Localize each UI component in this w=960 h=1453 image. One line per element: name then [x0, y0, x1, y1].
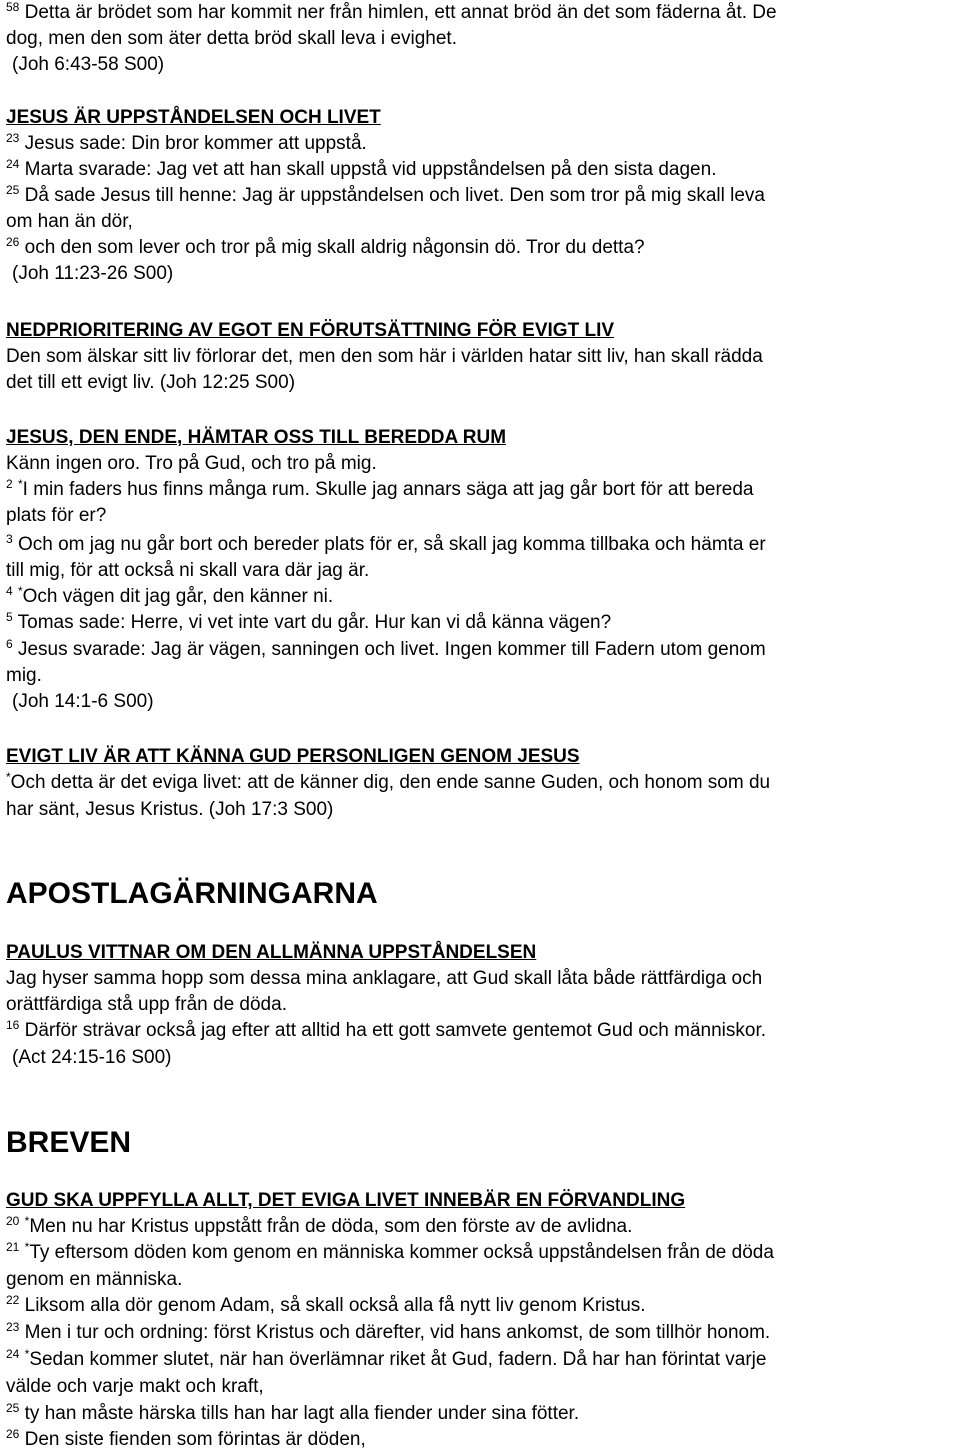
- scripture-reference: [6, 1045, 956, 1071]
- verse-number: 24: [6, 157, 20, 171]
- verse-number: *: [17, 584, 23, 598]
- verse-number: 23: [6, 131, 20, 145]
- verse-text: Ty eftersom döden kom genom en människa kommer också uppståndelsen från de döda: [29, 1242, 774, 1263]
- section-heading: GUD SKA UPPFYLLA ALLT, DET EVIGA LIVET INNEBÄR EN FÖRVANDLING: [6, 1190, 686, 1211]
- verse-number: 21: [6, 1240, 20, 1254]
- verse-text: Jag hyser samma hopp som dessa mina anklagare, att Gud skall låta både rättfärdiga och: [6, 968, 763, 989]
- verse-line: [6, 131, 956, 157]
- verse-line: [6, 0, 956, 26]
- verse-line: [6, 503, 956, 529]
- verse-number: *: [24, 1347, 30, 1361]
- verse-number: *: [17, 477, 23, 491]
- verse-line: [6, 770, 956, 796]
- verse-line: [6, 797, 956, 823]
- verse-number: 20: [6, 1214, 20, 1228]
- verse-text: Liksom alla dör genom Adam, så skall också alla få nytt liv genom Kristus.: [19, 1295, 646, 1316]
- verse-text: Jesus sade: Din bror kommer att uppstå.: [19, 133, 367, 154]
- verse-line: [6, 1214, 956, 1240]
- verse-line: [6, 451, 956, 477]
- verse-text: om han än dör,: [6, 211, 133, 232]
- verse-text: (Act 24:15-16 S00): [12, 1047, 172, 1068]
- verse-text: Tomas sade: Herre, vi vet inte vart du går. Hur kan vi då känna vägen?: [12, 612, 612, 633]
- section-heading: PAULUS VITTNAR OM DEN ALLMÄNNA UPPSTÅNDELSEN: [6, 942, 537, 963]
- verse-number: 16: [6, 1018, 20, 1032]
- verse-text: dog, men den som äter detta bröd skall leva i evighet.: [6, 28, 457, 49]
- verse-number: 4: [6, 584, 13, 598]
- verse-text: Då sade Jesus till henne: Jag är uppståndelsen och livet. Den som tror på mig skall leva: [19, 185, 765, 206]
- verse-line: [6, 532, 956, 558]
- verse-line: [6, 558, 956, 584]
- section-heading: NEDPRIORITERING AV EGOT EN FÖRUTSÄTTNING FÖR EVIGT LIV: [6, 320, 615, 341]
- verse-text: orättfärdiga stå upp från de döda.: [6, 994, 287, 1015]
- verse-number: 23: [6, 1320, 20, 1334]
- verse-text: Och detta är det eviga livet: att de känner dig, den ende sanne Guden, och honom som du: [10, 772, 771, 793]
- verse-line: [6, 477, 956, 503]
- verse-number: 5: [6, 610, 13, 624]
- verse-text: Men nu har Kristus uppstått från de döda, som den förste av de avlidna.: [29, 1216, 633, 1237]
- book-title: APOSTLAGÄRNINGARNA: [6, 877, 378, 910]
- scripture-reference: [6, 52, 956, 78]
- verse-text: (Joh 6:43-58 S00): [12, 54, 165, 75]
- verse-text: ty han måste härska tills han har lagt alla fiender under sina fötter.: [19, 1403, 580, 1424]
- verse-line: [6, 209, 956, 235]
- verse-line: [6, 26, 956, 52]
- verse-text: har sänt, Jesus Kristus. (Joh 17:3 S00): [6, 799, 334, 820]
- verse-text: Och vägen dit jag går, den känner ni.: [22, 586, 334, 607]
- verse-line: [6, 1018, 956, 1044]
- section-heading: EVIGT LIV ÄR ATT KÄNNA GUD PERSONLIGEN GENOM JESUS: [6, 746, 580, 767]
- verse-number: 26: [6, 1427, 20, 1441]
- verse-line: [6, 1320, 956, 1346]
- verse-line: [6, 992, 956, 1018]
- verse-text: till mig, för att också ni skall vara där jag är.: [6, 560, 370, 581]
- verse-line: [6, 344, 956, 370]
- verse-number: 24: [6, 1347, 20, 1361]
- verse-number: 3: [6, 532, 13, 546]
- verse-text: det till ett evigt liv. (Joh 12:25 S00): [6, 372, 296, 393]
- verse-number: 6: [6, 637, 13, 651]
- verse-text: (Joh 11:23-26 S00): [12, 263, 174, 284]
- verse-line: [6, 663, 956, 689]
- verse-text: mig.: [6, 665, 42, 686]
- verse-text: genom en människa.: [6, 1269, 183, 1290]
- verse-line: [6, 1240, 956, 1266]
- verse-text: I min faders hus finns många rum. Skulle jag annars säga att jag går bort för att bereda: [22, 479, 754, 500]
- verse-number: 25: [6, 1401, 20, 1415]
- verse-line: [6, 1267, 956, 1293]
- verse-line: [6, 1293, 956, 1319]
- verse-number: 2: [6, 477, 13, 491]
- verse-text: Den siste fienden som förintas är döden,: [19, 1429, 366, 1450]
- verse-text: Men i tur och ordning: först Kristus och därefter, vid hans ankomst, de som tillhör honom.: [19, 1322, 771, 1343]
- verse-text: plats för er?: [6, 505, 107, 526]
- scripture-reference: [6, 261, 956, 287]
- verse-text: Detta är brödet som har kommit ner från himlen, ett annat bröd än det som fäderna åt. De: [19, 2, 777, 23]
- verse-line: [6, 637, 956, 663]
- verse-text: Känn ingen oro. Tro på Gud, och tro på mig.: [6, 453, 377, 474]
- book-title: BREVEN: [6, 1126, 132, 1159]
- verse-text: Den som älskar sitt liv förlorar det, men den som här i världen hatar sitt liv, han skall rädda: [6, 346, 763, 367]
- verse-number: 26: [6, 235, 20, 249]
- verse-line: [6, 1347, 956, 1373]
- verse-line: [6, 966, 956, 992]
- section-heading: JESUS ÄR UPPSTÅNDELSEN OCH LIVET: [6, 107, 381, 128]
- verse-number: *: [24, 1240, 30, 1254]
- verse-text: Jesus svarade: Jag är vägen, sanningen och livet. Ingen kommer till Fadern utom genom: [12, 639, 766, 660]
- verse-text: välde och varje makt och kraft,: [6, 1376, 264, 1397]
- verse-text: Och om jag nu går bort och bereder plats för er, så skall jag komma tillbaka och hämta er: [12, 534, 766, 555]
- verse-text: Sedan kommer slutet, när han överlämnar riket åt Gud, fadern. Då har han förintat varje: [29, 1349, 767, 1370]
- verse-line: [6, 1427, 956, 1453]
- verse-number: 22: [6, 1293, 20, 1307]
- verse-number: 25: [6, 183, 20, 197]
- verse-line: [6, 183, 956, 209]
- verse-text: (Joh 14:1-6 S00): [12, 691, 154, 712]
- verse-number: 58: [6, 0, 20, 14]
- verse-line: [6, 584, 956, 610]
- scripture-reference: [6, 689, 956, 715]
- verse-line: [6, 370, 956, 396]
- verse-line: [6, 610, 956, 636]
- verse-line: [6, 157, 956, 183]
- verse-line: [6, 1401, 956, 1427]
- verse-text: och den som lever och tror på mig skall aldrig någonsin dö. Tror du detta?: [19, 237, 645, 258]
- verse-line: [6, 1374, 956, 1400]
- verse-text: Därför strävar också jag efter att alltid ha ett gott samvete gentemot Gud och människor.: [19, 1020, 766, 1041]
- section-heading: JESUS, DEN ENDE, HÄMTAR OSS TILL BEREDDA RUM: [6, 427, 507, 448]
- verse-number: *: [6, 770, 11, 784]
- verse-line: [6, 235, 956, 261]
- verse-number: *: [24, 1214, 30, 1228]
- verse-text: Marta svarade: Jag vet att han skall uppstå vid uppståndelsen på den sista dagen.: [19, 159, 717, 180]
